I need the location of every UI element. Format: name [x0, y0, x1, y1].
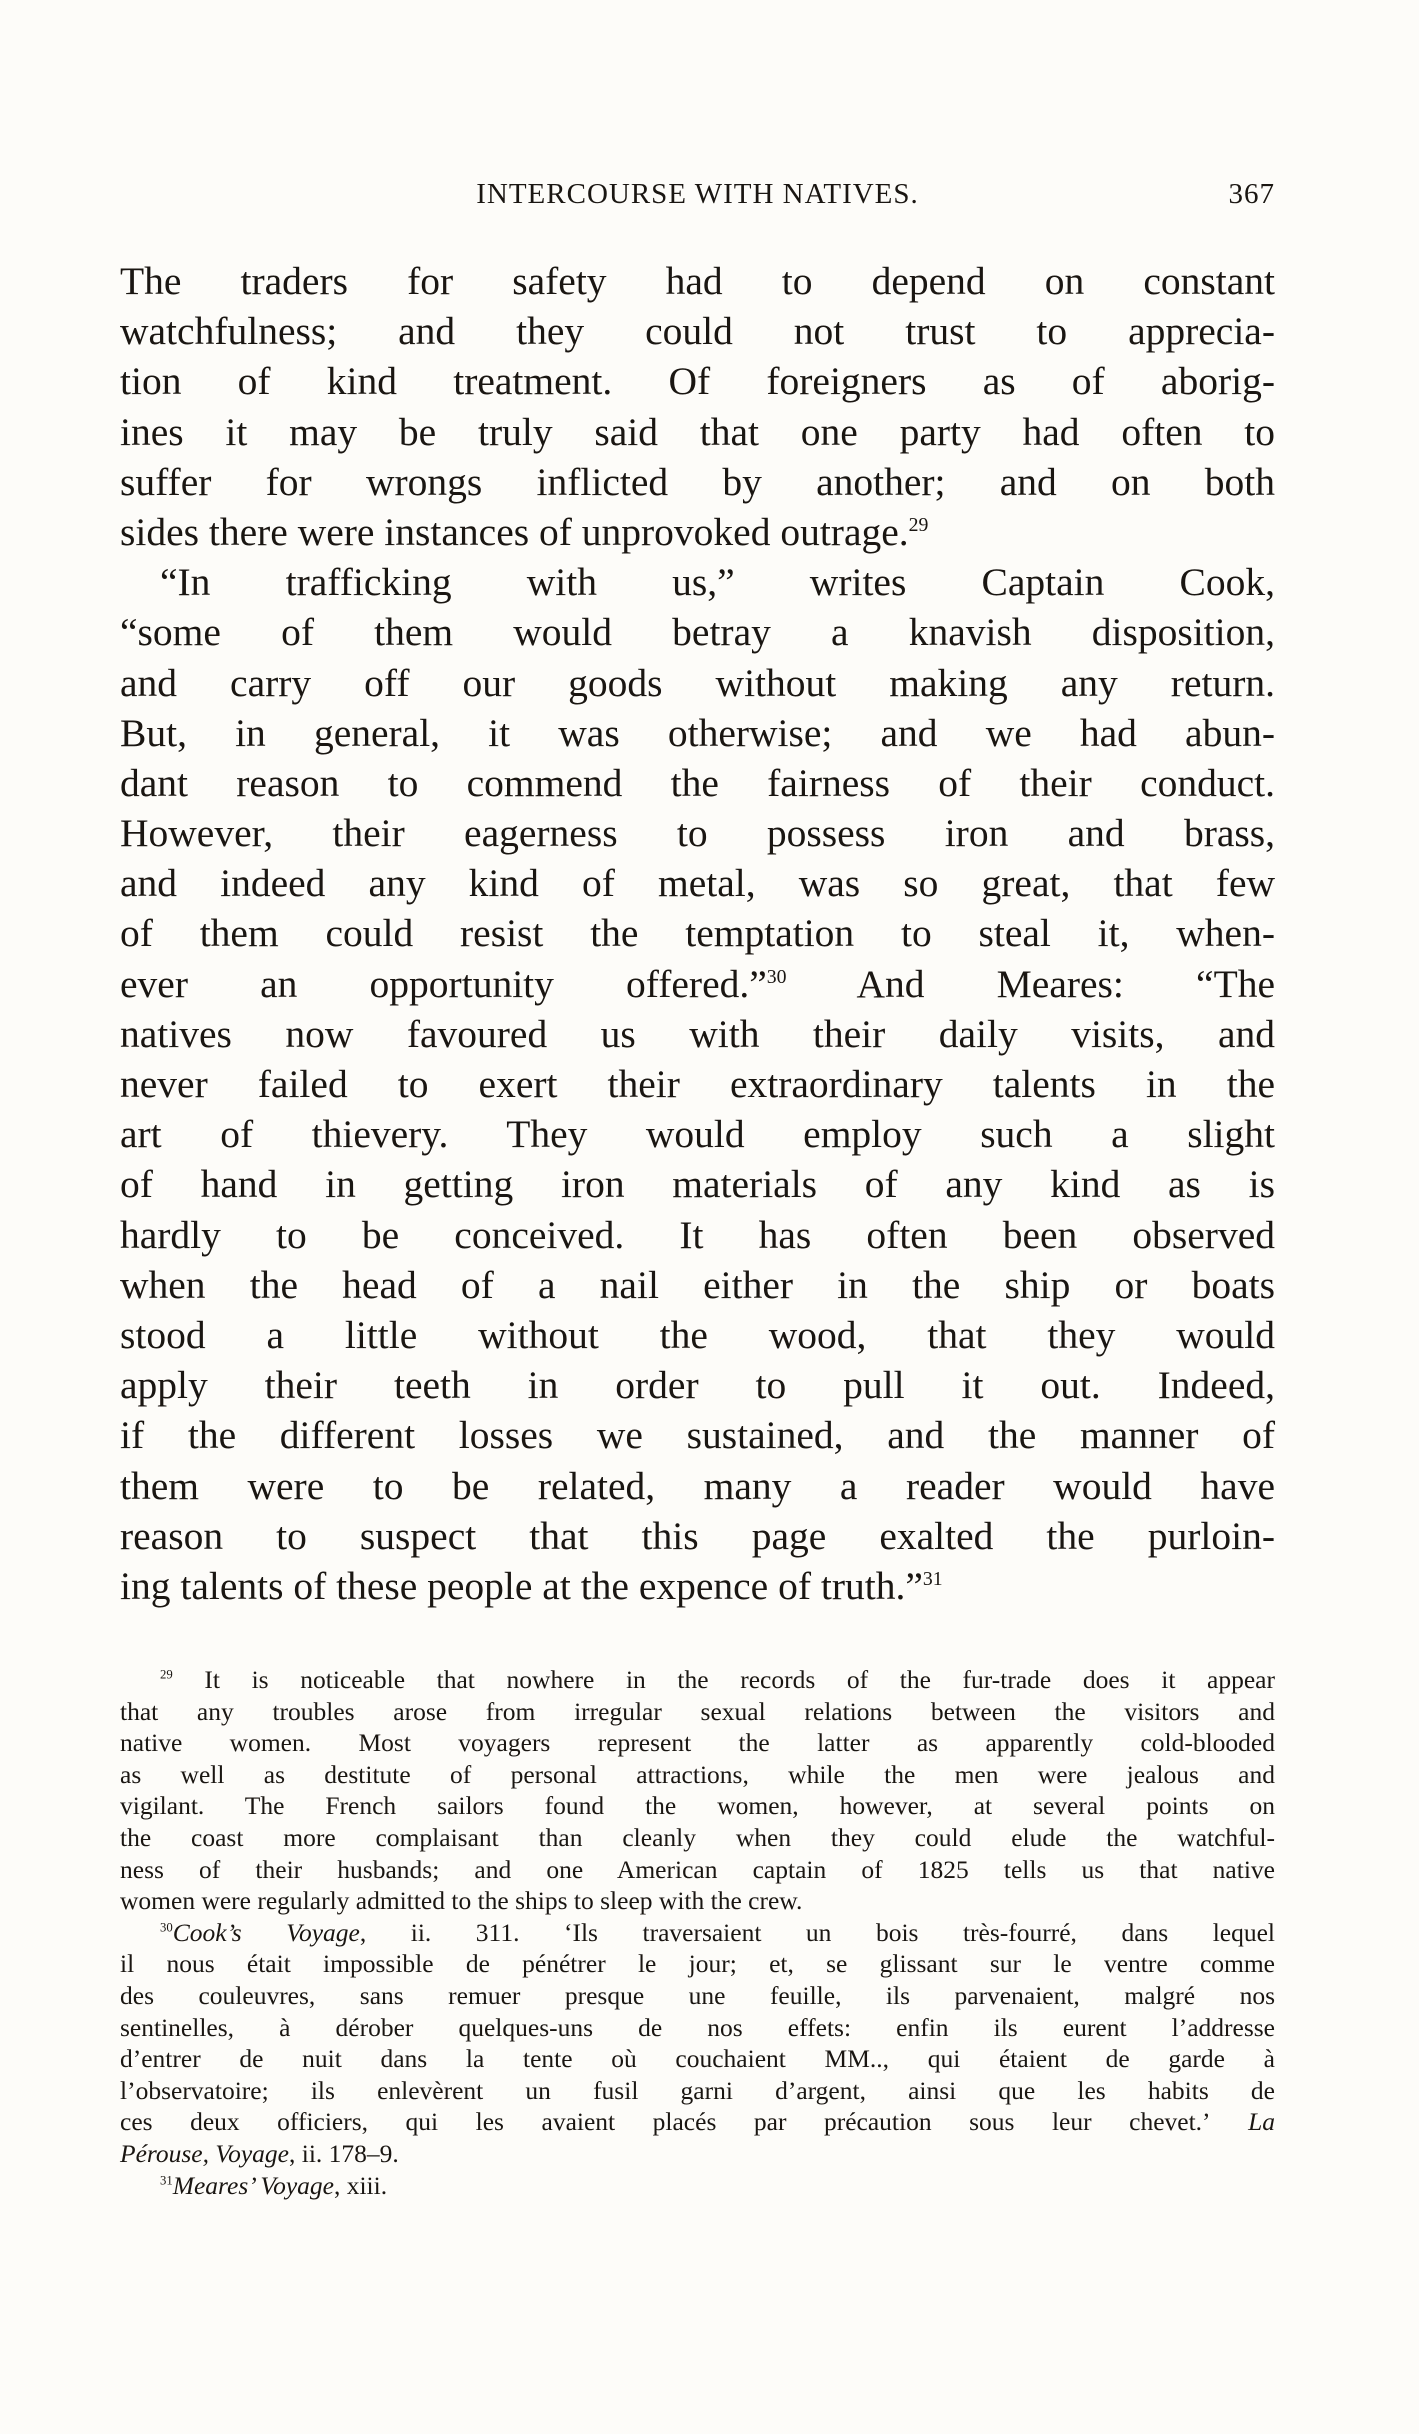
footnote-ref-29[interactable]: 29	[908, 513, 929, 536]
text-line	[120, 959, 1275, 1009]
text-line: stood a little without the wood, that they would	[120, 1312, 1275, 1357]
text-line: them were to be related, many a reader would have	[120, 1463, 1275, 1508]
text-line: natives now favoured us with their daily visits, and	[120, 1011, 1275, 1056]
text-line: apply their teeth in order to pull it out. Indeed,	[120, 1363, 1275, 1408]
text-line: The traders for safety had to depend on constant	[120, 259, 1275, 303]
text-line: dant reason to commend the fairness of their conduct.	[120, 760, 1275, 805]
footnote-29-line: ness of their husbands; and one American captain of 1825 tells us that native	[120, 1854, 1275, 1884]
text-segment: ing talents of these people at the expence of truth.”	[120, 1563, 923, 1608]
text-line: of hand in getting iron materials of any kind as is	[120, 1162, 1275, 1207]
text-line: if the different losses we sustained, and the manner of	[120, 1413, 1275, 1458]
text-line: never failed to exert their extraordinary talents in the	[120, 1062, 1275, 1106]
page-number: 367	[1228, 178, 1275, 210]
main-text	[120, 256, 1275, 1611]
text-line: suffer for wrongs inflicted by another; and on both	[120, 459, 1275, 504]
footnotes	[120, 1664, 1275, 2201]
footnote-30-line	[120, 2138, 1275, 2170]
text-line: and carry off our goods without making any return.	[120, 660, 1275, 705]
text-line: But, in general, it was otherwise; and we had abun-	[120, 710, 1275, 755]
text-segment: , ii. 178–9.	[289, 2138, 399, 2168]
footnote-29-line: native women. Most voyagers represent the latter as apparently cold-blooded	[120, 1728, 1275, 1758]
text-line: art of thievery. They would employ such a slight	[120, 1112, 1275, 1157]
cited-work-title: La	[1210, 2107, 1275, 2137]
text-segment: sides there were instances of unprovoked outrage.	[120, 509, 909, 554]
text-line: ines it may be truly said that one party had often to	[120, 409, 1275, 454]
footnote-29-line: that any troubles arose from irregular sexual relations between the visitors and	[120, 1696, 1275, 1726]
text-line: hardly to be conceived. It has often been observed	[120, 1212, 1275, 1257]
text-line	[120, 1561, 1275, 1611]
footnote-29-line: vigilant. The French sailors found the women, however, at several points on	[120, 1791, 1275, 1821]
text-line: However, their eagerness to possess iron and brass,	[120, 811, 1275, 856]
running-header	[120, 178, 1275, 218]
footnote-29-line: as well as destitute of personal attractions, while the men were jealous and	[120, 1759, 1275, 1789]
footnote-31-line	[120, 2170, 1275, 2202]
text-segment: It is noticeable that nowhere in the records of the fur-trade does it appear	[172, 1665, 1275, 1694]
footnote-30-line: des couleuvres, sans remuer presque une feuille, ils parvenaient, malgré nos	[120, 1980, 1275, 2010]
footnote-30-line: l’observatoire; ils enlevèrent un fusil garni d’argent, ainsi que les habits de	[120, 2075, 1275, 2105]
footnote-30-line: il nous était impossible de pénétrer le jour; et, se glissant sur le ventre comme	[120, 1949, 1275, 1979]
footnote-number-30: 30	[160, 1920, 173, 1935]
text-line: tion of kind treatment. Of foreigners as of aborig-	[120, 359, 1275, 404]
text-segment: And Meares: “The	[786, 961, 1275, 1006]
footnote-29-line	[120, 1664, 1275, 1696]
footnote-29-line: the coast more complaisant than cleanly when they could elude the watchful-	[120, 1822, 1275, 1852]
text-segment: , xiii.	[333, 2170, 388, 2200]
footnote-30-line	[120, 1917, 1275, 1949]
text-line: reason to suspect that this page exalted the purloin-	[120, 1513, 1275, 1558]
text-line	[120, 507, 1275, 557]
cited-work-title: Pérouse, Voyage	[120, 2138, 289, 2168]
footnote-number-29: 29	[160, 1667, 173, 1682]
footnote-29-line: women were regularly admitted to the ships to sleep with the crew.	[120, 1886, 803, 1916]
footnote-30-line: sentinelles, à dérober quelques-uns de nos effets: enfin ils eurent l’addresse	[120, 2012, 1275, 2042]
text-segment: ever an opportunity offered.”	[120, 961, 767, 1006]
text-line: “some of them would betray a knavish disposition,	[120, 610, 1275, 655]
footnote-ref-30[interactable]: 30	[766, 965, 787, 988]
footnote-ref-31[interactable]: 31	[922, 1567, 943, 1590]
footnote-30-line	[120, 2106, 1275, 2138]
running-title: INTERCOURSE WITH NATIVES.	[476, 178, 919, 210]
text-line: “In trafficking with us,” writes Captain Cook,	[160, 560, 1275, 605]
text-segment: , ii. 311. ‘Ils traversaient un bois très-fourré, dans lequel	[359, 1917, 1276, 1947]
cited-work-title: Meares’ Voyage	[172, 2170, 334, 2200]
text-line: of them could resist the temptation to steal it, when-	[120, 911, 1275, 956]
footnote-30-line: d’entrer de nuit dans la tente où couchaient MM.., qui étaient de garde à	[120, 2044, 1275, 2074]
cited-work-title: Cook’s Voyage	[172, 1917, 360, 1947]
text-line: watchfulness; and they could not trust to apprecia-	[120, 309, 1275, 354]
text-line: when the head of a nail either in the ship or boats	[120, 1262, 1275, 1307]
text-segment: ces deux officiers, qui les avaient placés par précaution sous leur chevet.’	[120, 2107, 1211, 2137]
footnote-number-31: 31	[160, 2173, 173, 2187]
text-line: and indeed any kind of metal, was so great, that few	[120, 861, 1275, 906]
